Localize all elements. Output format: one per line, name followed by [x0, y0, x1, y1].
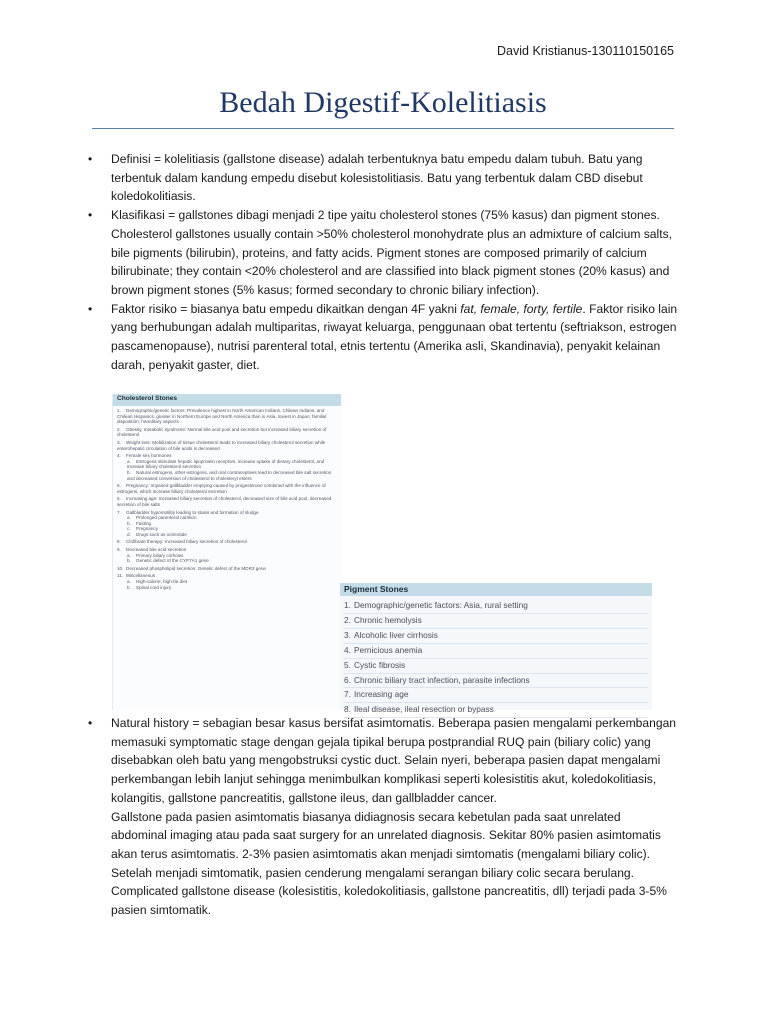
item-number: a. [127, 552, 131, 558]
bullet-icon: • [88, 301, 93, 316]
bullet-text-pre: Faktor risiko = biasanya batu empedu dikaitkan dengan 4F yakni [111, 301, 461, 316]
pigment-stones-table [340, 583, 652, 715]
item-number: 5. [344, 659, 351, 670]
item-text: Demographic/genetic factors: Prevalence highest in North American Indians, Chilean Indians, and Chilean Hispanics, greater in Northern Europe and North America than in Asia, lowest in Japan; familial disposition; hereditary aspects [117, 408, 327, 425]
bullet-klasifikasi [88, 206, 678, 300]
cholesterol-stone-item [117, 408, 337, 425]
item-number: b. [127, 584, 131, 590]
cholesterol-stone-item [117, 585, 337, 591]
pigment-stone-item [344, 614, 648, 629]
item-text: Natural estrogens, other estrogens, and oral contraceptives lead to decreased bile salt secretion and decreased conversion of cholesterol to cholesteryl esters [127, 469, 332, 481]
item-number: a. [127, 458, 131, 464]
item-text: Obesity, metabolic syndrome: Normal bile acid pool and secretion but increased biliary secretion of cholesterol [117, 426, 327, 438]
bullet-text-post: . Faktor risiko lain yang berhubungan adalah multiparitas, riwayat keluarga, penggunaan obat tertentu (seftriakson, estrogen pascamenopause), nutrisi parenteral total, etnis tertentu (Amerika asli, Skandinavia), penyakit kelainan darah, penyakit gaster, diet. [111, 301, 678, 372]
item-text: Ileal disease, ileal resection or bypass [354, 704, 494, 715]
bullet-list-bottom [88, 714, 678, 920]
bullet-natural-history [88, 714, 678, 920]
item-text: Fasting [136, 520, 152, 526]
bullet-text-italic: fat, female, forty, fertile [460, 301, 583, 316]
item-number: 7. [117, 509, 121, 515]
bullet-text: Definisi = kolelitiasis (gallstone disease) adalah terbentuknya batu empedu dalam tubuh. Batu yang terbentuk dalam kandung empedu disebut kolesistolitiasis. Batu yang terbentuk dalam CBD disebut koledokolitiasis. [111, 152, 643, 204]
item-text: Cystic fibrosis [354, 659, 406, 670]
pigment-stone-item [344, 644, 648, 659]
item-number: 2. [344, 614, 351, 625]
item-number: b. [127, 558, 131, 564]
bullet-text-p1: Natural history = sebagian besar kasus bersifat asimtomatis. Beberapa pasien mengalami perkembangan memasuki symptomatic stage dengan gejala tipikal berupa postprandial RUQ pain (biliary colic) yang disebabkan oleh batu yang mengobstruksi cystic duct. Selain nyeri, beberapa pasien dapat mengalami perkembangan lebih lanjut sehingga menimbulkan komplikasi seperti kolesistitis akut, koledokolitiasis, kolangitis, gallstone pancreatitis, gallstone ileus, dan gallbladder cancer. [111, 716, 677, 805]
title-underline [92, 128, 674, 129]
bullet-list-top [88, 150, 678, 374]
cholesterol-stone-item [117, 427, 337, 438]
pigment-stone-item [344, 659, 648, 674]
item-text: Spinal cord injury [136, 584, 172, 590]
cholesterol-stone-item [117, 483, 337, 494]
item-text: Female sex hormones [126, 453, 172, 459]
item-text: Weight loss: Mobilization of tissue cholesterol leads to increased biliary cholesterol secretion while enterohepatic circulation of bile acids is decreased [117, 439, 326, 451]
item-number: 9. [117, 547, 121, 553]
cholesterol-stone-item [117, 470, 337, 481]
item-text: Decreased phospholipid secretion: Genetic defect of the MDR3 gene [126, 565, 266, 571]
item-text: Pernicious anemia [354, 644, 423, 655]
item-number: 6. [117, 496, 121, 502]
item-text: Clofibrate therapy: Increased biliary secretion of cholesterol [126, 539, 247, 545]
item-text: Primary biliary cirrhosis [136, 552, 184, 558]
item-number: c. [127, 526, 131, 532]
item-text: Pregnancy: Impaired gallbladder emptying caused by progesterone combined with the influence of estrogens, which increase biliary cholesterol secretion [117, 483, 326, 494]
item-text: Estrogens stimulate hepatic lipoprotein receptors, increase uptake of dietary cholesterol, and increase biliary cholesterol secretion [127, 458, 325, 470]
pigment-stone-item [344, 688, 648, 703]
item-number: 5. [117, 483, 121, 489]
bullet-icon: • [88, 152, 93, 166]
cholesterol-stone-item [117, 558, 337, 564]
pigment-stone-item [344, 629, 648, 644]
item-number: 1. [117, 408, 121, 413]
cholesterol-stones-list [113, 408, 341, 590]
item-text: Chronic hemolysis [354, 614, 422, 625]
cholesterol-stones-table [112, 394, 341, 710]
item-number: a. [127, 515, 131, 521]
item-number: 4. [344, 644, 351, 655]
bullet-faktor-risiko [88, 300, 678, 375]
item-number: 6. [344, 674, 351, 685]
item-text: Pregnancy [136, 526, 158, 532]
item-number: 8. [117, 539, 121, 545]
item-text: Demographic/genetic factors: Asia, rural setting [354, 600, 528, 610]
cholesterol-stone-item [117, 496, 337, 507]
item-number: 3. [117, 439, 121, 445]
item-text: Prolonged parenteral nutrition [136, 515, 197, 521]
item-number: 7. [344, 689, 351, 700]
item-text: Increasing age [354, 689, 409, 700]
pigment-stones-title: Pigment Stones [340, 583, 652, 596]
cholesterol-stone-item [117, 566, 337, 572]
bullet-icon: • [88, 208, 93, 223]
item-number: 1. [344, 600, 351, 610]
item-number: 3. [344, 629, 351, 640]
bullet-text: Klasifikasi = gallstones dibagi menjadi 2 tipe yaitu cholesterol stones (75% kasus) dan pigment stones. Cholesterol gallstones usually contain >50% cholesterol monohydrate plus an admixture of calcium salts, bile pigments (bilirubin), proteins, and fatty acids. Pigment stones are composed primarily of calcium bilirubinate; they contain <20% cholesterol and are classified into black pigment stones (20% kasus) and brown pigment stones (5% kasus; formed secondary to chronic biliary infection). [111, 208, 672, 297]
item-number: 8. [344, 704, 351, 715]
item-number: 11. [117, 573, 124, 579]
pigment-stone-item [344, 599, 648, 614]
item-number: b. [127, 520, 131, 526]
bullet-definisi [88, 150, 678, 206]
author-line: David Kristianus-130110150165 [497, 44, 674, 58]
item-text: Alcoholic liver cirrhosis [354, 629, 438, 640]
cholesterol-stone-item [117, 539, 337, 545]
item-number: 10. [117, 565, 124, 571]
item-number: a. [127, 579, 131, 585]
item-number: b. [127, 469, 131, 475]
bullet-icon: • [88, 716, 93, 730]
pigment-stone-item [344, 674, 648, 689]
item-text: High-calorie, high-fat diet [136, 579, 188, 585]
cholesterol-stone-item [117, 459, 337, 470]
item-text: Increasing age: Increased biliary secretion of cholesterol, decreased size of bile acid pool, decreased secretion of bile salts [117, 496, 332, 507]
cholesterol-stones-title: Cholesterol Stones [113, 394, 341, 406]
item-number: 4. [117, 453, 121, 459]
item-text: Decreased bile acid secretion [126, 547, 187, 553]
cholesterol-stone-item [117, 532, 337, 538]
item-text: Miscellaneous [126, 573, 156, 579]
bullet-text-p2: Gallstone pada pasien asimtomatis biasanya didiagnosis secara kebetulan pada saat unrelated abdominal imaging atau pada saat surgery for an unrelated diagnosis. Sekitar 80% pasien asimtomatis akan terus asimtomatis. 2-3% pasien asimtomatis akan menjadi simtomatis (mengalami biliary colic). Setelah menjadi simtomatik, pasien cenderung mengalami serangan biliary colic secara berulang. Complicated gallstone disease (kolesistitis, koledokolitiasis, gallstone pancreatitis, dll) terjadi pada 3-5% pasien simtomatik. [111, 809, 667, 918]
page-title: Bedah Digestif-Kolelitiasis [219, 86, 547, 119]
item-text: Gallbladder hypomotility leading to stasis and formation of sludge [126, 509, 259, 515]
cholesterol-stone-item [117, 440, 337, 451]
item-text: Drugs such as octreotide [136, 531, 187, 537]
item-text: Chronic biliary tract infection, parasite infections [354, 674, 530, 685]
item-number: 2. [117, 426, 121, 432]
item-text: Genetic defect of the CYP7A1 gene [136, 558, 209, 564]
pigment-stones-list [340, 599, 652, 718]
item-number: d. [127, 531, 131, 537]
